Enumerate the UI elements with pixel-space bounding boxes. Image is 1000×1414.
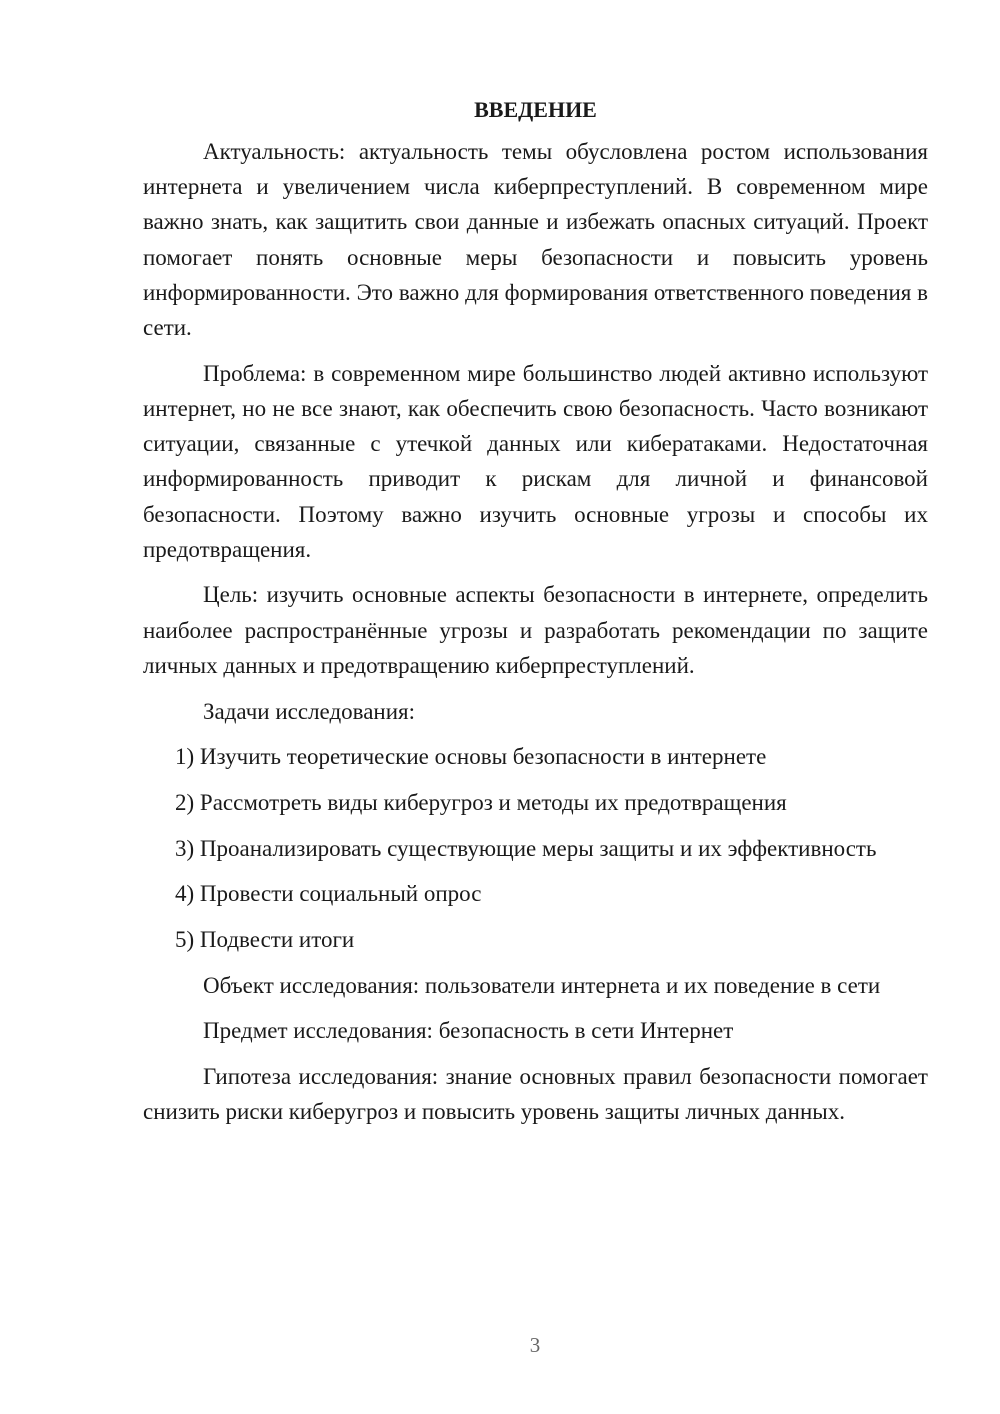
task-item: 2) Рассмотреть виды киберугроз и методы их предотвращения xyxy=(175,789,787,815)
problem-paragraph: Проблема: в современном мире большинство людей активно используют интернет, но не все знают, как обеспечить свою безопасность. Часто возникают ситуации, связанные с утечкой данных или кибератаками. Недостаточная информированность приводит к рискам для личной и финансовой безопасности. Поэтому важно изучить основные угрозы и способы их предотвращения. xyxy=(143,360,928,562)
task-item: 3) Проанализировать существующие меры защиты и их эффективность xyxy=(175,835,877,861)
object-paragraph: Объект исследования: пользователи интернета и их поведение в сети xyxy=(203,972,881,998)
page-number: 3 xyxy=(529,1333,541,1357)
tasks-heading: Задачи исследования: xyxy=(203,698,416,724)
section-title: ВВЕДЕНИЕ xyxy=(474,97,597,122)
goal-paragraph: Цель: изучить основные аспекты безопасности в интернете, определить наиболее распространённые угрозы и разработать рекомендации по защите личных данных и предотвращению киберпреступлений. xyxy=(143,582,928,678)
subject-paragraph: Предмет исследования: безопасность в сети Интернет xyxy=(203,1018,734,1044)
page-content xyxy=(143,92,928,1140)
task-item: 4) Провести социальный опрос xyxy=(175,881,482,907)
hypothesis-paragraph: Гипотеза исследования: знание основных правил безопасности помогает снизить риски киберугроз и повысить уровень защиты личных данных. xyxy=(143,1064,928,1125)
task-item: 1) Изучить теоретические основы безопасности в интернете xyxy=(175,744,767,770)
task-item: 5) Подвести итоги xyxy=(175,927,355,953)
relevance-paragraph: Актуальность: актуальность темы обусловлена ростом использования интернета и увеличением числа киберпреступлений. В современном мире важно знать, как защитить свои данные и избежать опасных ситуаций. Проект помогает понять основные меры безопасности и повысить уровень информированности. Это важно для формирования ответственного поведения в сети. xyxy=(143,139,928,341)
